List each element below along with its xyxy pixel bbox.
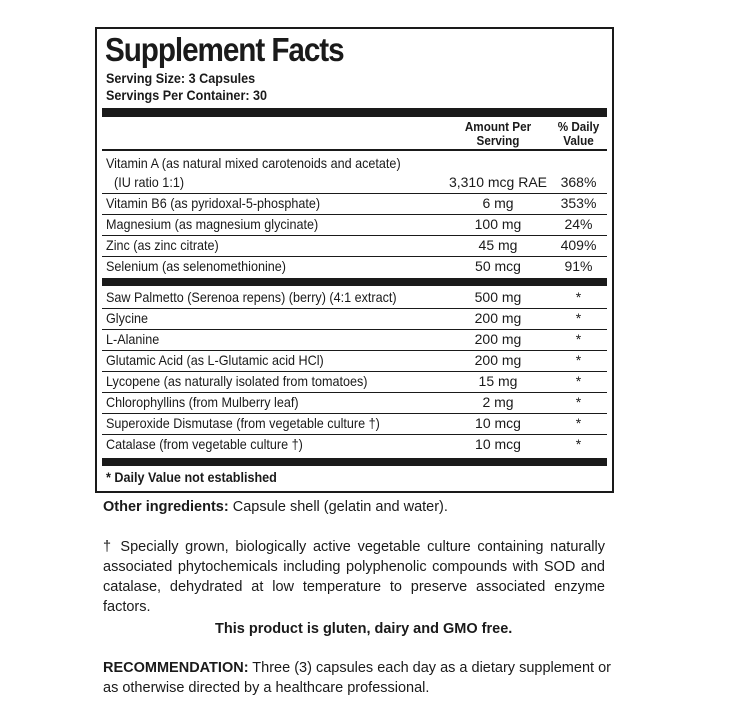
ingredient-dv: * [575, 436, 582, 452]
nutrient-amount: 45 mg [478, 237, 518, 253]
nutrient-amount: 6 mg [482, 195, 514, 211]
nutrient-dv: 409% [560, 237, 597, 253]
ingredient-name: Superoxide Dismutase (from vegetable culture †) [106, 415, 380, 431]
ingredient-name: Chlorophyllins (from Mulberry leaf) [106, 394, 299, 410]
amount-header-line1: Amount Per [464, 119, 532, 134]
serving-size: Serving Size: 3 Capsules [106, 70, 256, 86]
row-divider [102, 350, 607, 351]
ingredient-dv: * [575, 289, 582, 305]
nutrient-name: Magnesium (as magnesium glycinate) [106, 216, 319, 232]
ingredient-amount: 15 mg [478, 373, 518, 389]
ingredient-name: Lycopene (as naturally isolated from tomatoes) [106, 373, 368, 389]
ingredient-dv: * [575, 352, 582, 368]
nutrient-amount: 3,310 mcg RAE [448, 174, 548, 190]
ingredient-amount: 500 mg [474, 289, 522, 305]
nutrient-dv: 353% [560, 195, 597, 211]
row-divider [102, 371, 607, 372]
nutrient-amount: 50 mcg [475, 258, 521, 274]
daily-value-header [550, 120, 607, 148]
ingredient-dv: * [575, 373, 582, 389]
recommendation [103, 658, 618, 698]
nutrient-name: Vitamin B6 (as pyridoxal-5-phosphate) [106, 195, 321, 211]
ingredient-name: Catalase (from vegetable culture †) [106, 436, 303, 452]
row-divider [102, 392, 607, 393]
ingredient-dv: * [575, 415, 582, 431]
thick-divider-bottom [102, 458, 607, 466]
other-ingredients-line [103, 497, 448, 517]
ingredient-dv: * [575, 394, 582, 410]
row-divider [102, 308, 607, 309]
daily-value-footnote: * Daily Value not established [106, 469, 277, 485]
dv-header-line2: Value [563, 133, 594, 148]
nutrient-dv: 91% [564, 258, 593, 274]
ingredient-amount: 200 mg [474, 331, 522, 347]
nutrient-name: Zinc (as zinc citrate) [106, 237, 219, 253]
allergen-free-statement: This product is gluten, dairy and GMO free. [215, 621, 513, 637]
ingredient-name: L-Alanine [106, 331, 160, 347]
ingredient-name: Glutamic Acid (as L-Glutamic acid HCl) [106, 352, 324, 368]
panel-title: Supplement Facts [105, 31, 344, 68]
nutrient-name-cont: (IU ratio 1:1) [114, 174, 185, 190]
ingredient-dv: * [575, 331, 582, 347]
ingredient-amount: 200 mg [474, 352, 522, 368]
other-ingredients-text: Capsule shell (gelatin and water). [228, 499, 448, 515]
row-divider [102, 329, 607, 330]
dagger-note: † Specially grown, biologically active vegetable culture containing naturally associated phytochemicals including polyphenolic compounds with SOD and catalase, dehydrated at low temperature to preserve associated enzyme factors. [103, 539, 605, 615]
ingredient-amount: 10 mcg [475, 436, 521, 452]
header-divider [102, 149, 607, 151]
ingredient-dv: * [575, 310, 582, 326]
ingredient-amount: 200 mg [474, 310, 522, 326]
row-divider [102, 434, 607, 435]
thick-divider-middle [102, 278, 607, 286]
nutrient-name: Vitamin A (as natural mixed carotenoids and acetate) [106, 155, 401, 171]
dv-header-line1: % Daily [557, 119, 600, 134]
recommendation-text: Three (3) capsules each day as a dietary supplement or as otherwise directed by a healthcare professional. [103, 660, 611, 696]
row-divider [102, 256, 607, 257]
amount-per-serving-header [457, 120, 540, 148]
other-ingredients-label: Other ingredients: [103, 499, 229, 515]
nutrient-dv: 24% [564, 216, 593, 232]
thick-divider-top [102, 108, 607, 117]
row-divider [102, 193, 607, 194]
nutrient-amount: 100 mg [474, 216, 522, 232]
nutrient-name: Selenium (as selenomethionine) [106, 258, 286, 274]
amount-header-line2: Serving [476, 133, 520, 148]
ingredient-amount: 10 mcg [475, 415, 521, 431]
ingredient-name: Glycine [106, 310, 149, 326]
recommendation-label: RECOMMENDATION: [103, 660, 249, 676]
row-divider [102, 214, 607, 215]
supplement-facts-panel [95, 27, 614, 493]
servings-per-container: Servings Per Container: 30 [106, 87, 268, 103]
nutrient-dv: 368% [560, 174, 597, 190]
ingredient-name: Saw Palmetto (Serenoa repens) (berry) (4:1 extract) [106, 289, 397, 305]
row-divider [102, 235, 607, 236]
ingredient-amount: 2 mg [482, 394, 514, 410]
row-divider [102, 413, 607, 414]
